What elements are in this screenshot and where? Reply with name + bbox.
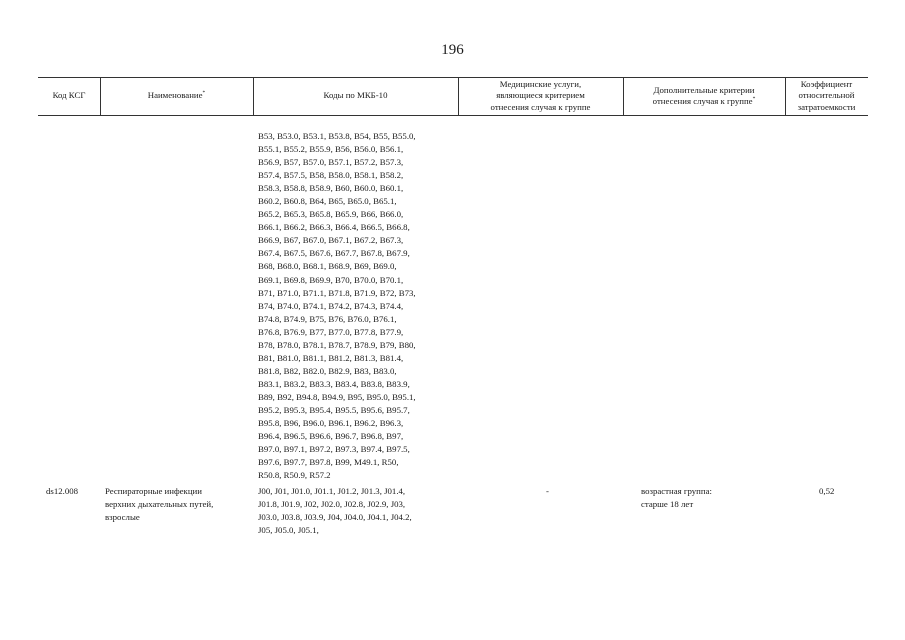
header-code-ksg: Код КСГ <box>52 90 86 101</box>
header-medical-services: Медицинские услуги, являющиеся критерием отнесения случая к группе <box>490 78 591 112</box>
row-mkb-codes: J00, J01, J01.0, J01.1, J01.2, J01.3, J01.4, J01.8, J01.9, J02, J02.0, J02.8, J02.9, J03, J03.0, J03.8, J03.9, J04, J04.0, J04.1, J04.2, J05, J05.0, J05.1, <box>258 486 412 536</box>
row-name: Респираторные инфекции верхних дыхательных путей, взрослые <box>105 486 214 523</box>
row-code: ds12.008 <box>46 486 79 496</box>
row-medical-services: - <box>546 486 549 496</box>
header-coefficient: Коэффициент относительной затратоемкости <box>797 78 856 112</box>
header-name: Наименование* <box>147 90 206 101</box>
header-additional-criteria: Дополнительные критерии отнесения случая к группе* <box>652 84 756 106</box>
row-coefficient: 0,52 <box>819 486 835 496</box>
table-header-bottom-border <box>38 115 868 116</box>
page-number: 196 <box>441 42 464 58</box>
continuation-mkb-codes: B53, B53.0, B53.1, B53.8, B54, B55, B55.0, B55.1, B55.2, B55.9, B56, B56.0, B56.1, B56.9, B57, B57.0, B57.1, B57.2, B57.3, B57.4, B57.5, B58, B58.0, B58.1, B58.2, B58.3, B58.8, B58.9, B60, B60.0, B60.1, B60.2, B60.8, B64, B65, B65.0, B65.1, B65.2, B65.3, B65.8, B65.9, B66, B66.0, B66.1, B66.2, B66.3, B66.4, B66.5, B66.8, B66.9, B67, B67.0, B67.1, B67.2, B67.3, B67.4, B67.5, B67.6, B67.7, B67.8, B67.9, B68, B68.0, B68.1, B68.9, B69, B69.0, B69.1, B69.8, B69.9, B70, B70.0, B70.1, B71, B71.0, B71.1, B71.8, B71.9, B72, B73, B74, B74.0, B74.1, B74.2, B74.3, B74.4, B74.8, B74.9, B75, B76, B76.0, B76.1, B76.8, B76.9, B77, B77.0, B77.8, B77.9, B78, B78.0, B78.1, B78.7, B78.9, B79, B80, B81, B81.0, B81.1, B81.2, B81.3, B81.4, B81.8, B82, B82.0, B82.9, B83, B83.0, B83.1, B83.2, B83.3, B83.4, B83.8, B83.9, B89, B92, B94.8, B94.9, B95, B95.0, B95.1, B95.2, B95.3, B95.4, B95.5, B95.6, B95.7, B95.8, B96, B96.0, B96.1, B96.2, B96.3, B96.4, B96.5, B96.6, B96.7, B96.8, B97, B97.0, B97.1, B97.2, B97.3, B97.4, B97.5, B97.6, B97.7, B97.8, B99, M49.1, R50, R50.8, R50.9, R57.2 <box>258 131 416 481</box>
row-additional-criteria: возрастная группа: старше 18 лет <box>641 486 712 510</box>
header-mkb-codes: Коды по МКБ-10 <box>323 90 388 101</box>
